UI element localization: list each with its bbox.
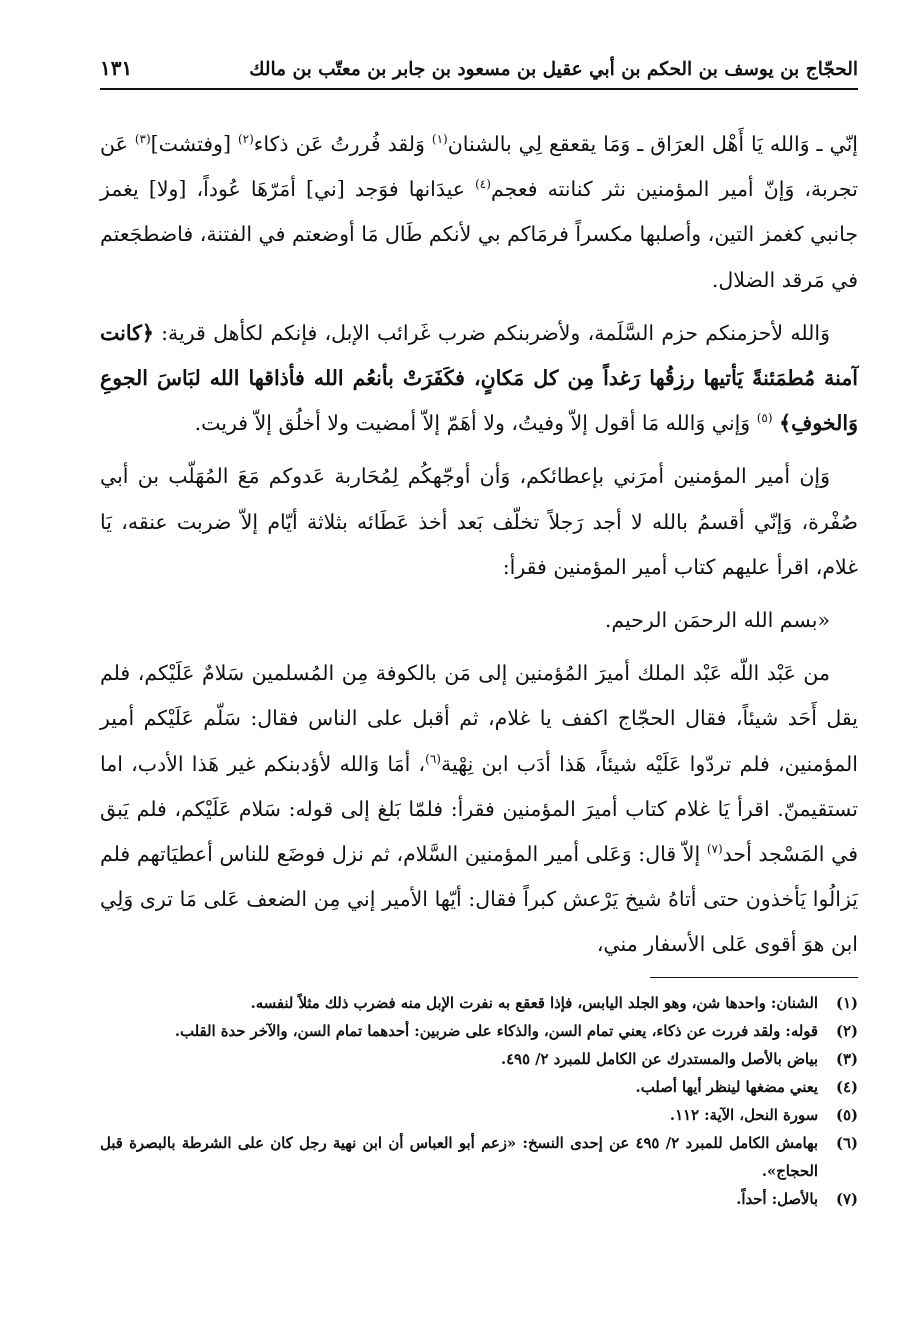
page-number: ١٣١ [100, 56, 133, 80]
footnotes [100, 990, 858, 1214]
footnote-ref-6[interactable]: (٦) [425, 751, 441, 766]
running-title: الحجّاج بن يوسف بن الحكم بن أبي عقيل بن مسعود بن جابر بن معتّب بن مالك [249, 59, 858, 80]
paragraph-4: «بسم الله الرحمَن الرحيم. [604, 608, 830, 633]
paragraph-1: إنّي ـ وَالله يَا أَهْل العرَاق ـ وَمَا يقعقع لِي بالشنان$^{(١)}$ وَلقد فُررتُ عَن ذكاء$^{(٢)}$ [وفتشت]$^{(٣)}$ عَن تجربة، وَإنّ أمير المؤمنين نثر كنانته فعجم$^{(٤)}$ عيدَانها فوَجد [ني] أمَرّهَا عُوداً، [ولا] يغمز جانبي كغمز التين، وأصلبها مكسراً فرمَاكم بي لأنكم طَال مَا أوضعتم في الفتنة، فاضطجَعتم في مَرقد الضلال. [100, 132, 858, 292]
footnote-divider [650, 977, 858, 978]
footnote-ref-7[interactable]: (٧) [706, 842, 723, 857]
footnote-2: (٢) قوله: ولقد فررت عن ذكاء، يعني تمام السن، والذكاء على ضربين: أحدهما تمام السن، والآخر حدة القلب. [174, 1023, 858, 1040]
footnote-6: (٦) بهامش الكامل للمبرد ٢/ ٤٩٥ عن إحدى النسخ: «زعم أبو العباس أن ابن نهية رجل كان على الشرطة بالبصرة قبل الحجاج». [100, 1135, 858, 1180]
paragraph-3: وَإن أمير المؤمنين أمرَني بإعطائكم، وَأن أوجّهكُم لِمُحَاربة عَدوكم مَعَ المُهَلّب بن أبي صُفْرة، وَإنّي أقسمُ بالله لا أجد رَجلاً تخلّف بَعد أخذ عَطَائه بثلاثة أيّام إلاّ ضربت عنقه، يَا غلام، اقرأ عليهم كتاب أمير المؤمنين فقرأ: [100, 464, 858, 579]
footnote-ref-1[interactable]: (١) [431, 132, 448, 147]
footnote-1: (١) الشنان: واحدها شن، وهو الجلد اليابس، فإذا قعقع به نفرت الإبل منه فضرب ذلك مثلاً لنفسه. [250, 995, 858, 1012]
main-text [100, 122, 858, 976]
footnote-ref-3[interactable]: (٣) [134, 132, 151, 147]
footnote-5: (٥) سورة النحل، الآية: ١١٢. [669, 1107, 858, 1124]
paragraph-5: من عَبْد اللّه عَبْد الملك أميرَ المُؤمنين إلى مَن بالكوفة مِن المُسلمين سَلامٌ عَلَيْكم، فلم يقل أَحَد شيئاً، فقال الحجّاج اكفف يا غلام، ثم أقبل على الناس فقال: سَلّم عَلَيْكم أمير المؤمنين، فلم تردّوا عَلَيْه شيئاً، هَذا أدَب ابن نِهْية$^{(٦)}$، أمَا وَالله لأؤدبنكم غير هَذا الأدب، اما تستقيمنّ. اقرأ يَا غلام كتاب أميرَ المؤمنين فقرأ: فلمّا بَلغ إلى قوله: سَلام عَلَيْكم، فلم يَبق في المَسْجد أحد$^{(٧)}$ إلاّ قال: وَعَلى أمير المؤمنين السَّلام، ثم نزل فوضَع للناس أعطيَاتهم فلم يَزالُوا يَأخذون حتى أتاهُ شيخ يَرْعش كبراً فقال: أيّها الأمير إني مِن الضعف عَلى مَا ترى وَلِي ابن هوَ أقوى عَلى الأسفار مني، [100, 661, 858, 957]
paragraph-2: وَالله لأحزمنكم حزم السَّلَمة، ولأضربنكم ضرب غَرائب الإبل، فإنكم لكأهل قرية: ﴿كانت آمنة مُطمَئنةً يَأتيها رزقُها رَغداً مِن كل مَكانٍ، فكَفَرَتْ بأنعُم الله فأذاقها الله لبَاسَ الجوعِ وَالخوفِ﴾ $^{(٥)}$ وَإني وَالله مَا أقول إلاّ وفيتُ، ولا أهَمّ إلاّ أمضيت ولا أخلُق إلاّ فريت. [100, 320, 858, 436]
footnote-ref-5[interactable]: (٥) [756, 411, 773, 426]
footnote-3: (٣) بياض بالأصل والمستدرك عن الكامل للمبرد ٢/ ٤٩٥. [500, 1051, 858, 1068]
quran-quote: ﴿كانت آمنة مُطمَئنةً يَأتيها رزقُها رَغداً مِن كل مَكانٍ، فكَفَرَتْ بأنعُم الله فأذاقها الله لبَاسَ الجوعِ وَالخوفِ﴾ [100, 320, 858, 436]
footnote-7: (٧) بالأصل: أحداً. [736, 1191, 858, 1208]
footnote-ref-4[interactable]: (٤) [475, 177, 491, 192]
running-header [100, 56, 858, 90]
footnote-ref-2[interactable]: (٢) [237, 132, 254, 147]
footnote-4: (٤) يعني مضغها لينظر أيها أصلب. [635, 1079, 858, 1096]
